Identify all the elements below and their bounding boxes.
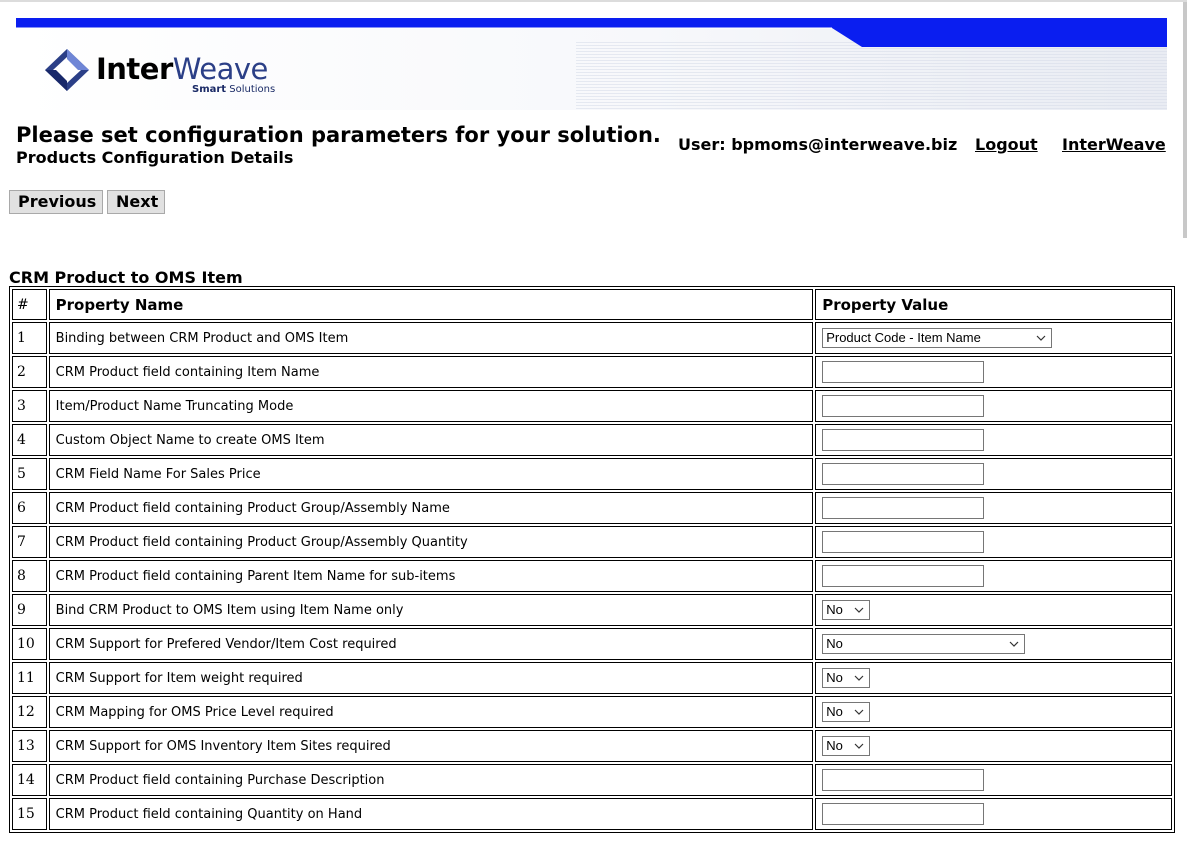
select-current-value: No [826,670,843,686]
scrollbar-thumb[interactable] [1183,2,1187,238]
property-value-cell [815,526,1172,558]
row-number: 12 [12,696,47,728]
property-name: CRM Product field containing Item Name [49,356,814,388]
table-row [12,492,1172,524]
table-row [12,798,1172,830]
chevron-down-icon [854,708,864,716]
chevron-down-icon [1009,640,1019,648]
table-row [12,424,1172,456]
table-row [12,628,1172,660]
property-value-input[interactable] [822,395,984,417]
property-value-cell [815,492,1172,524]
page-subtitle: Products Configuration Details [16,148,294,167]
row-number: 2 [12,356,47,388]
property-name: CRM Product field containing Product Group/Assembly Quantity [49,526,814,558]
page-title: Please set configuration parameters for your solution. [16,123,661,147]
property-name: CRM Support for Prefered Vendor/Item Cost required [49,628,814,660]
table-row [12,594,1172,626]
table-row [12,526,1172,558]
row-number: 13 [12,730,47,762]
header-banner [16,18,1167,110]
property-value-cell [815,594,1172,626]
property-name: Item/Product Name Truncating Mode [49,390,814,422]
property-value-cell [815,560,1172,592]
previous-button[interactable]: Previous [9,190,103,214]
property-value-cell [815,390,1172,422]
table-row [12,390,1172,422]
property-name: Bind CRM Product to OMS Item using Item Name only [49,594,814,626]
table-row [12,764,1172,796]
brand-name [96,52,268,86]
property-value-input[interactable] [822,463,984,485]
property-value-cell [815,424,1172,456]
property-name: Binding between CRM Product and OMS Item [49,322,814,354]
table-header-row [12,289,1172,320]
interweave-diamond-logo-icon [44,48,90,92]
chevron-down-icon [854,606,864,614]
select-current-value: No [826,602,843,618]
section-title: CRM Product to OMS Item [9,268,243,287]
property-value-input[interactable] [822,429,984,451]
row-number: 6 [12,492,47,524]
property-value-input[interactable] [822,531,984,553]
table-row [12,458,1172,490]
window-top-border [0,0,1187,2]
property-value-cell [815,730,1172,762]
chevron-down-icon [854,742,864,750]
property-name: CRM Product field containing Product Group/Assembly Name [49,492,814,524]
select-current-value: No [826,738,843,754]
property-value-select[interactable] [822,668,870,688]
row-number: 11 [12,662,47,694]
row-number: 14 [12,764,47,796]
property-name: CRM Support for Item weight required [49,662,814,694]
column-header-property-value: Property Value [815,289,1172,320]
column-header-number: # [12,289,47,320]
property-value-select[interactable] [822,702,870,722]
property-value-cell [815,696,1172,728]
property-value-cell [815,322,1172,354]
select-current-value: Product Code - Item Name [826,330,981,346]
property-value-input[interactable] [822,565,984,587]
property-value-input[interactable] [822,361,984,383]
chevron-down-icon [1036,334,1046,342]
property-value-cell [815,662,1172,694]
configuration-table-body [12,322,1172,830]
interweave-link[interactable]: InterWeave [1062,135,1166,154]
brand-name-inter: Inter [96,52,173,86]
table-row [12,322,1172,354]
property-value-cell [815,356,1172,388]
next-button[interactable]: Next [107,190,165,214]
row-number: 4 [12,424,47,456]
property-value-select[interactable] [822,328,1052,348]
logout-link[interactable]: Logout [975,135,1038,154]
property-name: CRM Product field containing Purchase Description [49,764,814,796]
row-number: 1 [12,322,47,354]
property-value-cell [815,458,1172,490]
property-value-select[interactable] [822,600,870,620]
table-row [12,560,1172,592]
property-value-cell [815,628,1172,660]
row-number: 3 [12,390,47,422]
property-name: CRM Field Name For Sales Price [49,458,814,490]
chevron-down-icon [854,674,864,682]
table-row [12,730,1172,762]
property-value-input[interactable] [822,769,984,791]
property-name: CRM Mapping for OMS Price Level required [49,696,814,728]
configuration-table [9,286,1175,833]
property-value-input[interactable] [822,497,984,519]
property-name: Custom Object Name to create OMS Item [49,424,814,456]
property-name: CRM Product field containing Parent Item Name for sub-items [49,560,814,592]
table-row [12,356,1172,388]
row-number: 8 [12,560,47,592]
property-value-cell [815,798,1172,830]
row-number: 10 [12,628,47,660]
property-value-select[interactable] [822,736,870,756]
row-number: 5 [12,458,47,490]
property-name: CRM Product field containing Quantity on Hand [49,798,814,830]
property-value-cell [815,764,1172,796]
row-number: 15 [12,798,47,830]
row-number: 9 [12,594,47,626]
user-label: User: bpmoms@interweave.biz [678,135,958,154]
property-value-select[interactable] [822,634,1025,654]
property-name: CRM Support for OMS Inventory Item Sites required [49,730,814,762]
brand-name-weave: Weave [172,52,268,86]
select-current-value: No [826,636,843,652]
table-row [12,696,1172,728]
brand-tagline [192,84,275,95]
column-header-property-name: Property Name [49,289,814,320]
property-value-input[interactable] [822,803,984,825]
table-row [12,662,1172,694]
select-current-value: No [826,704,843,720]
row-number: 7 [12,526,47,558]
brand-tagline-bold: Smart [192,84,227,95]
brand-tagline-rest: Solutions [226,84,276,95]
